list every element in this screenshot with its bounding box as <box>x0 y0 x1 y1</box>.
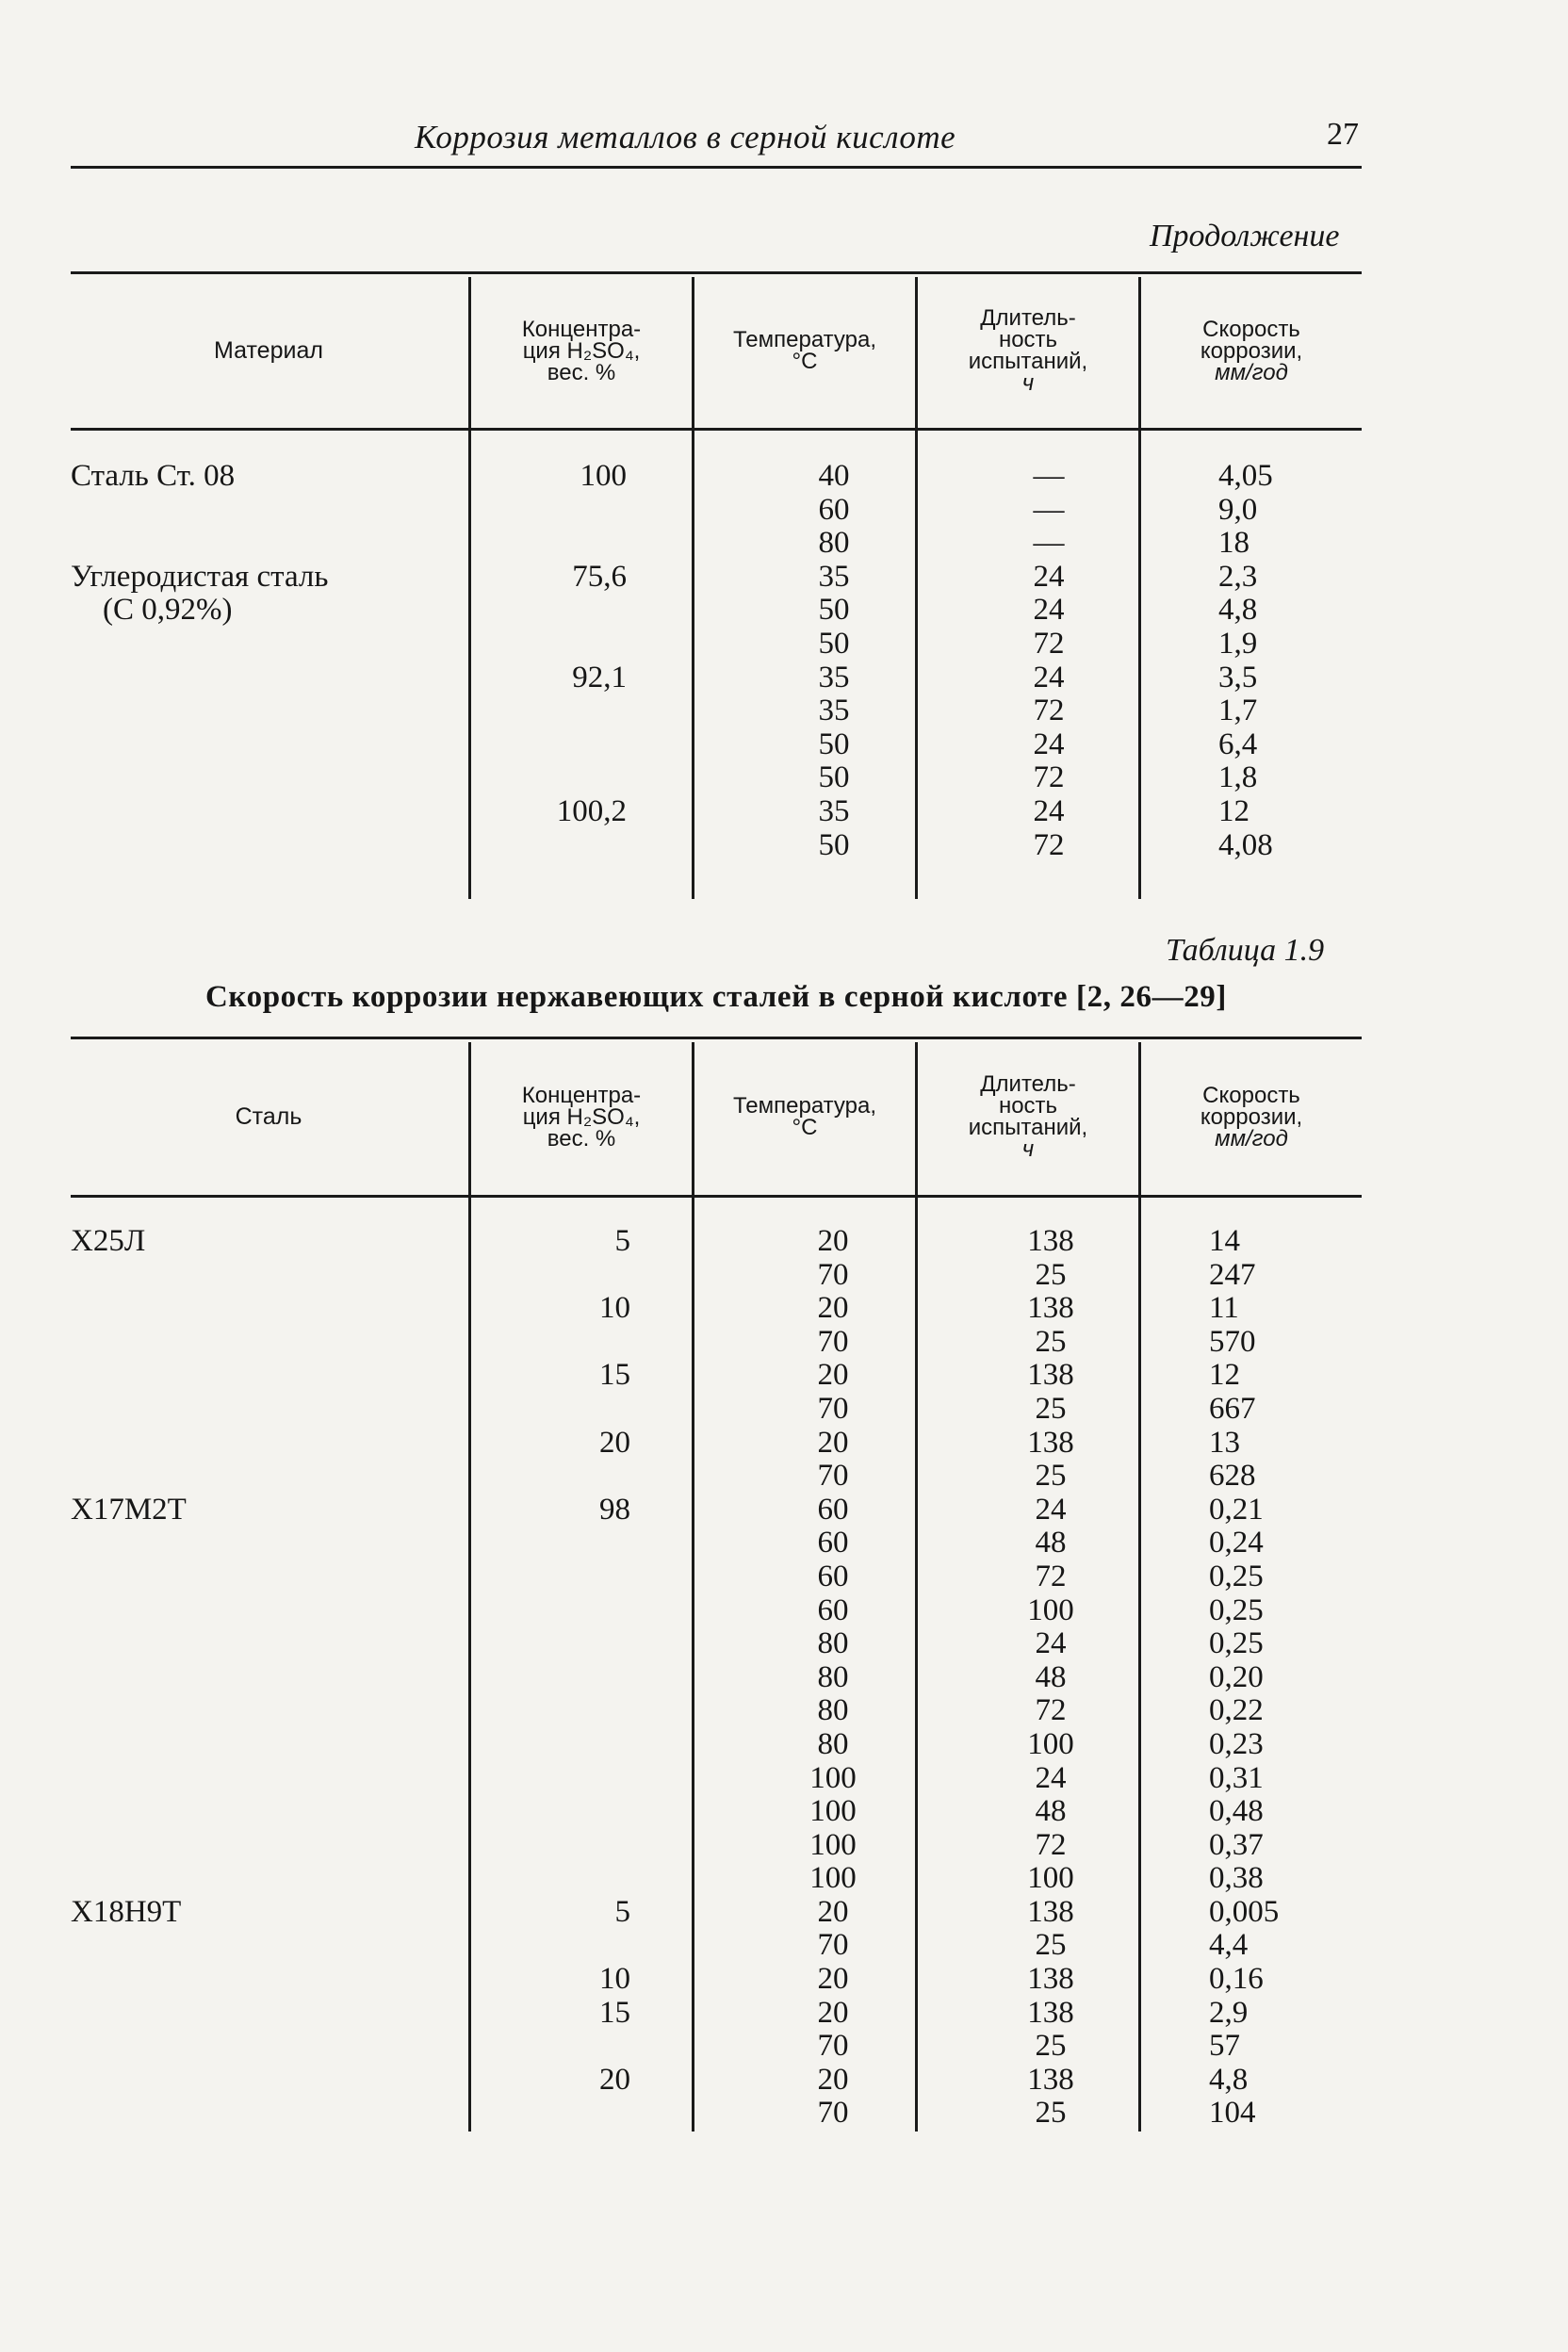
material-cell <box>71 494 466 528</box>
concentration-cell: 75,6 <box>572 559 627 594</box>
steel-cell <box>71 1292 466 1326</box>
steel-cell <box>71 1997 466 2031</box>
concentration-cell <box>468 1527 630 1560</box>
table-title: Скорость коррозии нержавеющих сталей в серной кислоте [2, 26—29] <box>204 980 1227 1014</box>
temperature-cell: 35 <box>818 559 850 594</box>
table-continuation <box>71 271 1362 905</box>
material-cell: Сталь Ст. 08 <box>71 459 236 493</box>
duration-cell: 24 <box>1035 1760 1067 1795</box>
column-header-duration <box>918 1040 1138 1193</box>
material-cell <box>71 829 466 863</box>
duration-cell: 25 <box>1035 1459 1067 1494</box>
steel-cell <box>71 1694 466 1728</box>
temperature-cell: 80 <box>817 1626 849 1661</box>
duration-cell: 72 <box>1035 1693 1067 1728</box>
duration-cell: 138 <box>1027 1224 1074 1258</box>
concentration-cell <box>468 1594 630 1628</box>
duration-cell: 25 <box>1035 1257 1067 1292</box>
temperature-cell: 100 <box>809 1861 857 1896</box>
concentration-cell <box>468 1661 630 1695</box>
column-header-label: Сталь <box>235 1102 302 1130</box>
temperature-cell: 20 <box>817 2062 849 2097</box>
rate-cell: 0,16 <box>1209 1962 1264 1997</box>
col-duration <box>1011 460 1086 862</box>
duration-cell: 24 <box>1035 1492 1067 1527</box>
rate-cell: 0,38 <box>1209 1861 1264 1896</box>
rate-cell: 0,005 <box>1209 1894 1280 1929</box>
steel-cell <box>71 1963 466 1997</box>
rate-cell: 1,7 <box>1218 694 1258 728</box>
temperature-cell: 60 <box>817 1592 849 1627</box>
material-cell: (С 0,92%) <box>103 593 233 628</box>
temperature-cell: 70 <box>817 2096 849 2131</box>
duration-cell: 24 <box>1033 793 1065 828</box>
temperature-cell: 50 <box>818 827 850 862</box>
duration-cell: — <box>1033 526 1065 561</box>
rate-cell: 0,23 <box>1209 1726 1264 1761</box>
duration-cell: 25 <box>1035 1324 1067 1359</box>
concentration-cell: 5 <box>614 1224 630 1258</box>
rate-cell: 0,25 <box>1209 1559 1264 1593</box>
rate-cell: 247 <box>1209 1257 1256 1292</box>
rate-cell: 570 <box>1209 1324 1256 1359</box>
temperature-cell: 20 <box>817 1962 849 1997</box>
duration-cell: 25 <box>1035 2096 1067 2131</box>
column-header-label: Скорость коррозии, <box>1200 316 1303 364</box>
col-concentration <box>468 1225 630 2131</box>
rate-cell: 0,25 <box>1209 1626 1264 1661</box>
column-header-unit: ч <box>1021 1136 1035 1162</box>
concentration-cell <box>468 761 627 795</box>
table-number: Таблица 1.9 <box>1166 933 1325 968</box>
concentration-cell <box>468 1326 630 1360</box>
column-header-label: Температура, °C <box>732 1093 877 1140</box>
concentration-cell <box>468 2097 630 2131</box>
rate-cell: 4,8 <box>1218 593 1258 628</box>
steel-cell <box>71 1560 466 1594</box>
duration-cell: 100 <box>1027 1592 1074 1627</box>
duration-cell: 24 <box>1035 1626 1067 1661</box>
temperature-cell: 100 <box>809 1794 857 1829</box>
rate-cell: 14 <box>1209 1224 1240 1258</box>
concentration-cell: 5 <box>614 1894 630 1929</box>
rate-cell: 1,8 <box>1218 760 1258 795</box>
rate-cell: 0,21 <box>1209 1492 1264 1527</box>
col-duration <box>1004 1225 1098 2131</box>
concentration-cell: 20 <box>599 1425 630 1460</box>
concentration-cell: 10 <box>599 1962 630 1997</box>
column-header-label: Скорость коррозии, <box>1200 1082 1303 1130</box>
table-header-rule <box>71 1195 1362 1198</box>
temperature-cell: 20 <box>817 1224 849 1258</box>
rate-cell: 2,9 <box>1209 1995 1249 2030</box>
col-rate <box>1209 1225 1360 2131</box>
concentration-cell <box>468 1560 630 1594</box>
concentration-cell: 98 <box>599 1492 630 1527</box>
steel-cell <box>71 1460 466 1494</box>
running-title: Коррозия металлов в серной кислоте <box>415 119 956 155</box>
material-cell: Углеродистая сталь <box>71 559 329 594</box>
duration-cell: 25 <box>1035 1928 1067 1963</box>
rate-cell: 13 <box>1209 1425 1240 1460</box>
temperature-cell: 50 <box>818 626 850 661</box>
steel-cell <box>71 1929 466 1963</box>
concentration-cell: 10 <box>599 1291 630 1326</box>
concentration-cell: 15 <box>599 1995 630 2030</box>
rate-cell: 2,3 <box>1218 559 1258 594</box>
steel-cell <box>71 1393 466 1427</box>
duration-cell: 72 <box>1033 626 1065 661</box>
col-temperature <box>791 1225 875 2131</box>
steel-cell <box>71 1829 466 1863</box>
rate-cell: 4,8 <box>1209 2062 1249 2097</box>
temperature-cell: 50 <box>818 760 850 795</box>
concentration-cell <box>468 1460 630 1494</box>
rate-cell: 11 <box>1209 1291 1239 1326</box>
material-cell <box>71 694 466 728</box>
concentration-cell <box>468 1929 630 1963</box>
steel-cell <box>71 1259 466 1293</box>
temperature-cell: 80 <box>817 1693 849 1728</box>
duration-cell: 100 <box>1027 1861 1074 1896</box>
steel-cell <box>71 1359 466 1393</box>
duration-cell: 100 <box>1027 1726 1074 1761</box>
concentration-cell <box>468 527 627 561</box>
temperature-cell: 80 <box>818 526 850 561</box>
concentration-cell <box>468 1393 630 1427</box>
temperature-cell: 70 <box>817 1459 849 1494</box>
column-header-label: Концентра- ция H₂SO₄, вес. % <box>521 316 642 385</box>
steel-cell <box>71 1627 466 1661</box>
duration-cell: 72 <box>1033 760 1065 795</box>
column-header-concentration <box>471 1040 692 1193</box>
concentration-cell <box>468 1862 630 1896</box>
duration-cell: 24 <box>1033 593 1065 628</box>
duration-cell: 138 <box>1027 1894 1074 1929</box>
temperature-cell: 20 <box>817 1894 849 1929</box>
steel-cell <box>71 1728 466 1762</box>
material-cell <box>71 761 466 795</box>
steel-cell <box>71 1427 466 1461</box>
temperature-cell: 70 <box>817 1928 849 1963</box>
rate-cell: 104 <box>1209 2096 1256 2131</box>
rate-cell: 0,25 <box>1209 1592 1264 1627</box>
column-header-label: Длитель- ность испытаний, <box>968 1071 1088 1140</box>
duration-cell: 138 <box>1027 1995 1074 2030</box>
table-top-rule <box>71 271 1362 274</box>
col-rate <box>1218 460 1360 862</box>
column-header-unit: ч <box>1021 370 1035 396</box>
temperature-cell: 50 <box>818 727 850 761</box>
duration-cell: 24 <box>1033 559 1065 594</box>
concentration-cell: 100 <box>580 459 627 493</box>
col-concentration <box>468 460 627 862</box>
duration-cell: — <box>1033 459 1065 493</box>
concentration-cell <box>468 1795 630 1829</box>
column-header-temperature <box>694 1040 915 1193</box>
steel-cell <box>71 1762 466 1796</box>
steel-cell <box>71 2030 466 2064</box>
column-header-duration <box>918 275 1138 426</box>
column-header-label: Температура, °C <box>732 327 877 374</box>
col-steel <box>71 1225 466 2131</box>
concentration-cell: 92,1 <box>572 660 627 694</box>
concentration-cell <box>468 829 627 863</box>
column-header-material <box>71 275 466 426</box>
rate-cell: 0,24 <box>1209 1526 1264 1560</box>
steel-cell <box>71 1862 466 1896</box>
steel-cell <box>71 1795 466 1829</box>
duration-cell: 48 <box>1035 1659 1067 1694</box>
duration-cell: 138 <box>1027 2062 1074 2097</box>
temperature-cell: 20 <box>817 1995 849 2030</box>
column-header-unit: мм/год <box>1215 359 1288 385</box>
rate-cell: 4,08 <box>1218 827 1273 862</box>
temperature-cell: 100 <box>809 1760 857 1795</box>
temperature-cell: 50 <box>818 593 850 628</box>
duration-cell: 138 <box>1027 1358 1074 1393</box>
temperature-cell: 60 <box>818 492 850 527</box>
rate-cell: 1,9 <box>1218 626 1258 661</box>
concentration-cell <box>468 2030 630 2064</box>
duration-cell: 138 <box>1027 1291 1074 1326</box>
material-cell <box>71 662 466 695</box>
temperature-cell: 70 <box>817 1324 849 1359</box>
temperature-cell: 100 <box>809 1827 857 1862</box>
duration-cell: 72 <box>1033 694 1065 728</box>
duration-cell: 48 <box>1035 1526 1067 1560</box>
temperature-cell: 80 <box>817 1659 849 1694</box>
rate-cell: 12 <box>1218 793 1250 828</box>
table-header-rule <box>71 428 1362 431</box>
concentration-cell <box>468 1627 630 1661</box>
rate-cell: 12 <box>1209 1358 1240 1393</box>
temperature-cell: 60 <box>817 1492 849 1527</box>
concentration-cell: 20 <box>599 2062 630 2097</box>
rate-cell: 3,5 <box>1218 660 1258 694</box>
material-cell <box>71 628 466 662</box>
concentration-cell <box>468 728 627 762</box>
temperature-cell: 20 <box>817 1291 849 1326</box>
steel-cell <box>71 1594 466 1628</box>
duration-cell: 138 <box>1027 1962 1074 1997</box>
temperature-cell: 35 <box>818 694 850 728</box>
col-material <box>71 460 466 862</box>
rate-cell: 18 <box>1218 526 1250 561</box>
column-header-label: Концентра- ция H₂SO₄, вес. % <box>521 1082 642 1152</box>
rate-cell: 6,4 <box>1218 727 1258 761</box>
concentration-cell: 15 <box>599 1358 630 1393</box>
rate-cell: 57 <box>1209 2029 1240 2064</box>
duration-cell: 72 <box>1035 1827 1067 1862</box>
duration-cell: 25 <box>1035 2029 1067 2064</box>
concentration-cell: 100,2 <box>556 793 627 828</box>
steel-cell <box>71 1326 466 1360</box>
col-temperature <box>796 460 872 862</box>
rate-cell: 0,20 <box>1209 1659 1264 1694</box>
concentration-cell <box>468 1259 630 1293</box>
column-header-steel <box>71 1040 466 1193</box>
concentration-cell <box>468 628 627 662</box>
duration-cell: 72 <box>1033 827 1065 862</box>
duration-cell: 48 <box>1035 1794 1067 1829</box>
temperature-cell: 70 <box>817 2029 849 2064</box>
material-cell <box>71 527 466 561</box>
duration-cell: 25 <box>1035 1391 1067 1426</box>
temperature-cell: 40 <box>818 459 850 493</box>
temperature-cell: 70 <box>817 1257 849 1292</box>
column-divider <box>1138 1042 1141 2132</box>
column-header-rate <box>1141 275 1362 426</box>
rate-cell: 4,4 <box>1209 1928 1249 1963</box>
rate-cell: 628 <box>1209 1459 1256 1494</box>
steel-cell: Х25Л <box>71 1224 146 1258</box>
column-header-concentration <box>471 275 692 426</box>
concentration-cell <box>468 494 627 528</box>
steel-cell: Х18Н9Т <box>71 1894 182 1929</box>
temperature-cell: 60 <box>817 1559 849 1593</box>
concentration-cell <box>468 1728 630 1762</box>
column-header-temperature <box>694 275 915 426</box>
column-header-unit: мм/год <box>1215 1125 1288 1152</box>
column-header-label: Длитель- ность испытаний, <box>968 305 1088 374</box>
duration-cell: 72 <box>1035 1559 1067 1593</box>
material-cell <box>71 728 466 762</box>
steel-cell: Х17М2Т <box>71 1492 187 1527</box>
steel-cell <box>71 1661 466 1695</box>
material-cell <box>71 795 466 829</box>
duration-cell: 24 <box>1033 660 1065 694</box>
temperature-cell: 80 <box>817 1726 849 1761</box>
rate-cell: 667 <box>1209 1391 1256 1426</box>
concentration-cell <box>468 1694 630 1728</box>
column-header-label: Материал <box>214 336 323 364</box>
column-header-rate <box>1141 1040 1362 1193</box>
concentration-cell <box>468 1762 630 1796</box>
rate-cell: 0,22 <box>1209 1693 1264 1728</box>
temperature-cell: 70 <box>817 1391 849 1426</box>
steel-cell <box>71 2064 466 2098</box>
rate-cell: 0,31 <box>1209 1760 1264 1795</box>
concentration-cell <box>468 694 627 728</box>
temperature-cell: 60 <box>817 1526 849 1560</box>
table-stainless-steels <box>71 1037 1362 2132</box>
steel-cell <box>71 1527 466 1560</box>
page-number: 27 <box>1327 117 1359 152</box>
temperature-cell: 35 <box>818 660 850 694</box>
column-divider <box>692 1042 694 2132</box>
temperature-cell: 20 <box>817 1425 849 1460</box>
duration-cell: 138 <box>1027 1425 1074 1460</box>
rate-cell: 0,48 <box>1209 1794 1264 1829</box>
column-divider <box>915 1042 918 2132</box>
temperature-cell: 35 <box>818 793 850 828</box>
duration-cell: 24 <box>1033 727 1065 761</box>
steel-cell <box>71 2097 466 2131</box>
concentration-cell <box>468 1829 630 1863</box>
concentration-cell <box>468 594 627 628</box>
header-rule <box>71 166 1362 169</box>
temperature-cell: 20 <box>817 1358 849 1393</box>
duration-cell: — <box>1033 492 1065 527</box>
rate-cell: 0,37 <box>1209 1827 1264 1862</box>
continuation-label: Продолжение <box>1150 219 1340 253</box>
table-top-rule <box>71 1037 1362 1039</box>
rate-cell: 4,05 <box>1218 459 1273 493</box>
rate-cell: 9,0 <box>1218 492 1258 527</box>
